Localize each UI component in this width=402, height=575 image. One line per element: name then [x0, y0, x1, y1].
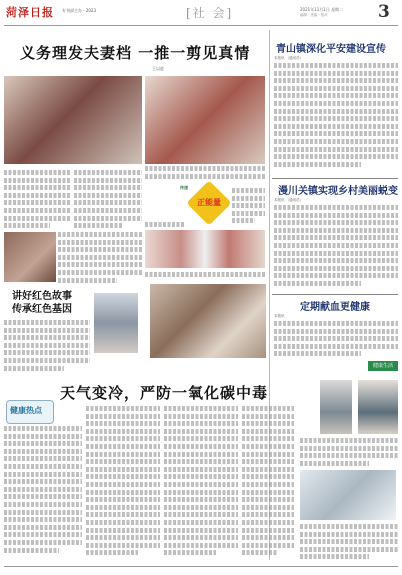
main-article-col-1 — [4, 170, 70, 230]
bottom-headline: 天气变冷，严防一氧化碳中毒 — [60, 384, 269, 402]
right-headline-1: 青山镇深化平安建设宣传 — [276, 44, 386, 55]
right-article-1 — [274, 63, 398, 175]
editor-credits: 编辑 · 美编 · 校对 — [300, 13, 328, 17]
right-byline-1: 本报讯 （通讯员） — [274, 56, 304, 60]
right-article-2 — [274, 205, 398, 291]
right-article-3 — [274, 321, 398, 359]
feature-photo-strip — [145, 230, 265, 268]
main-article-col-3 — [58, 232, 142, 284]
bottom-col-5 — [300, 438, 398, 468]
bottom-col-1 — [4, 426, 82, 564]
gas-safety-photo-2 — [358, 380, 398, 434]
right-headline-3: 定期献血更健康 — [300, 302, 370, 313]
haircut-photo-2 — [145, 76, 265, 164]
page-number: 3 — [378, 2, 390, 22]
health-stamp: 健康生活 — [368, 361, 398, 371]
red-story-text — [4, 320, 90, 376]
sign-text: 正能量 — [197, 197, 221, 207]
middle-text — [145, 272, 265, 284]
red-story-headline-line2: 传承红色基因 — [12, 304, 72, 315]
right-byline-2: 本报讯 （通讯员） — [274, 198, 304, 202]
feature-photo-small — [4, 232, 56, 282]
right-headline-2: 漫川关镇实现乡村美丽蜕变 — [278, 186, 398, 197]
gas-safety-photo-3 — [300, 470, 396, 520]
newspaper-logo: 菏泽日报 — [6, 6, 54, 19]
sign-caption-lines — [145, 222, 185, 230]
header-divider — [4, 25, 398, 26]
right-separator-2 — [272, 294, 398, 295]
footer-divider — [4, 566, 398, 567]
header-subtitle: 专刊部主办 · 2023 — [62, 8, 96, 13]
red-story-headline — [12, 290, 72, 316]
issue-date: 2021年11月1日 星期二 — [300, 7, 344, 12]
bottom-col-4 — [242, 406, 294, 564]
section-title: [社 会] — [186, 6, 234, 20]
bottom-col-3 — [164, 406, 238, 564]
gas-safety-photo-1 — [320, 380, 352, 434]
right-byline-3: 本报讯 — [274, 314, 285, 318]
red-story-headline-line1: 讲好红色故事 — [12, 291, 72, 302]
haircut-photo-1 — [4, 76, 142, 164]
middle-photo — [150, 284, 266, 358]
red-story-photo — [94, 293, 138, 353]
bottom-col-2 — [86, 406, 160, 564]
bottom-col-6 — [300, 524, 398, 564]
health-badge-text: 健康热点 — [10, 405, 42, 415]
right-separator-1 — [272, 178, 398, 179]
main-headline: 义务理发夫妻档 一推一剪见真情 — [20, 44, 251, 62]
main-article-col-2 — [74, 170, 142, 230]
sign-side-text — [232, 188, 265, 228]
sign-label: 传递 — [180, 185, 188, 190]
main-author: 王以进 — [152, 66, 164, 71]
